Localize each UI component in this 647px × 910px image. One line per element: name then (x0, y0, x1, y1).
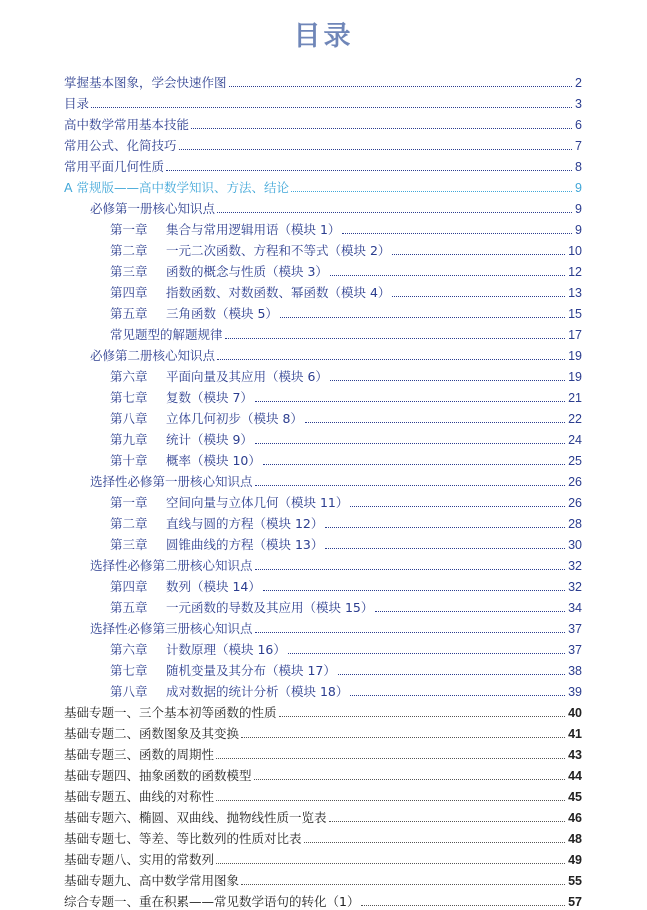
toc-entry[interactable] (110, 430, 582, 448)
chapter-number: 第四章 (110, 579, 148, 594)
toc-entry[interactable] (110, 451, 582, 469)
toc-entry[interactable] (90, 346, 582, 364)
dot-leader (350, 506, 565, 507)
toc-entry[interactable] (110, 367, 582, 385)
dot-leader (217, 212, 572, 213)
chapter-title: 复数（模块 7） (166, 390, 253, 405)
toc-entry[interactable] (110, 283, 582, 301)
toc-entry[interactable] (110, 640, 582, 658)
toc-entry-label (110, 516, 323, 532)
dot-leader (255, 569, 566, 570)
chapter-title: 空间向量与立体几何（模块 11） (166, 495, 349, 510)
toc-entry-label: 常用平面几何性质 (64, 159, 165, 174)
toc-entry-label: A 常规版——高中数学知识、方法、结论 (64, 180, 290, 195)
toc-entry[interactable] (110, 325, 582, 343)
toc-entry-page: 8 (575, 160, 582, 174)
chapter-title: 统计（模块 9） (166, 432, 253, 447)
toc-entry-label: 必修第二册核心知识点 (90, 348, 216, 363)
toc-entry-page: 15 (568, 307, 582, 321)
toc-entry-label (110, 642, 286, 658)
dot-leader (392, 296, 565, 297)
dot-leader (325, 548, 565, 549)
toc-entry-label (110, 264, 328, 280)
dot-leader (166, 170, 572, 171)
toc-entry-label: 选择性必修第二册核心知识点 (90, 558, 253, 573)
toc-entry-page: 39 (568, 685, 582, 699)
dot-leader (191, 128, 572, 129)
toc-entry-page: 34 (568, 601, 582, 615)
dot-leader (291, 191, 572, 192)
dot-leader (304, 842, 566, 843)
chapter-number: 第三章 (110, 537, 148, 552)
toc-entry-page: 24 (568, 433, 582, 447)
toc-entry-page: 55 (568, 874, 582, 888)
toc-entry-label (110, 684, 348, 700)
toc-entry[interactable] (64, 892, 582, 910)
chapter-title: 平面向量及其应用（模块 6） (166, 369, 328, 384)
toc-entry-label (110, 579, 261, 595)
toc-entry[interactable] (64, 115, 582, 133)
chapter-title: 三角函数（模块 5） (166, 306, 278, 321)
dot-leader (217, 359, 565, 360)
toc-entry[interactable] (110, 661, 582, 679)
toc-entry[interactable] (64, 73, 582, 91)
chapter-title: 函数的概念与性质（模块 3） (166, 264, 328, 279)
chapter-number: 第八章 (110, 411, 148, 426)
chapter-number: 第六章 (110, 369, 148, 384)
dot-leader (229, 86, 573, 87)
toc-entry-page: 37 (568, 622, 582, 636)
dot-leader (263, 590, 565, 591)
toc-entry-label (110, 495, 348, 511)
chapter-number: 第六章 (110, 642, 148, 657)
toc-entry-page: 19 (568, 349, 582, 363)
toc-entry-label: 基础专题三、函数的周期性 (64, 747, 215, 762)
dot-leader (255, 443, 565, 444)
toc-entry-page: 3 (575, 97, 582, 111)
toc-entry-page: 48 (568, 832, 582, 846)
toc-entry-label: 掌握基本图象，学会快速作图 (64, 75, 227, 90)
toc-entry[interactable] (64, 94, 582, 112)
toc-entry[interactable] (90, 472, 582, 490)
toc-entry-label: 高中数学常用基本技能 (64, 117, 190, 132)
toc-entry-page: 32 (568, 580, 582, 594)
chapter-number: 第五章 (110, 600, 148, 615)
chapter-title: 直线与圆的方程（模块 12） (166, 516, 324, 531)
dot-leader (280, 317, 565, 318)
toc-entry-label (110, 222, 340, 238)
dot-leader (179, 149, 573, 150)
chapter-number: 第七章 (110, 663, 148, 678)
dot-leader (254, 779, 566, 780)
dot-leader (392, 254, 565, 255)
toc-entry-label: 必修第一册核心知识点 (90, 201, 216, 216)
toc-entry-label (110, 453, 261, 469)
toc-entry[interactable] (64, 850, 582, 868)
toc-entry[interactable] (64, 745, 582, 763)
toc-entry[interactable] (64, 871, 582, 889)
toc-entry-page: 9 (575, 223, 582, 237)
chapter-title: 指数函数、对数函数、幂函数（模块 4） (166, 285, 391, 300)
toc-entry-label: 选择性必修第三册核心知识点 (90, 621, 253, 636)
toc-entry-label (110, 411, 303, 427)
dot-leader (255, 485, 566, 486)
chapter-number: 第三章 (110, 264, 148, 279)
toc-entry-label (110, 243, 390, 259)
toc-entry[interactable] (64, 808, 582, 826)
dot-leader (241, 884, 565, 885)
toc-entry-label: 基础专题五、曲线的对称性 (64, 789, 215, 804)
dot-leader (255, 632, 566, 633)
toc-entry-page: 40 (568, 706, 582, 720)
dot-leader (216, 758, 565, 759)
toc-entry-label: 基础专题四、抽象函数的函数模型 (64, 768, 252, 783)
chapter-number: 第五章 (110, 306, 148, 321)
toc-entry[interactable] (90, 556, 582, 574)
toc-entry[interactable] (110, 598, 582, 616)
toc-entry-page: 45 (568, 790, 582, 804)
toc-entry-page: 9 (575, 181, 582, 195)
chapter-number: 第八章 (110, 684, 148, 699)
dot-leader (350, 695, 565, 696)
toc-entry[interactable] (90, 199, 582, 217)
toc-entry-label: 基础专题二、函数图象及其变换 (64, 726, 240, 741)
dot-leader (361, 905, 565, 906)
toc-entry-page: 43 (568, 748, 582, 762)
toc-entry[interactable] (64, 766, 582, 784)
toc-entry-label: 综合专题一、重在积累——常见数学语句的转化（1） (64, 894, 360, 909)
chapter-number: 第一章 (110, 222, 148, 237)
chapter-title: 数列（模块 14） (166, 579, 261, 594)
dot-leader (288, 653, 565, 654)
toc-entry-page: 46 (568, 811, 582, 825)
dot-leader (375, 611, 565, 612)
dot-leader (279, 716, 566, 717)
dot-leader (225, 338, 566, 339)
dot-leader (91, 107, 572, 108)
chapter-title: 概率（模块 10） (166, 453, 261, 468)
toc-entry-page: 21 (568, 391, 582, 405)
chapter-number: 第四章 (110, 285, 148, 300)
dot-leader (330, 275, 565, 276)
toc-entry-label: 目录 (64, 96, 90, 111)
toc-entry-label: 常见题型的解题规律 (110, 327, 223, 342)
toc-entry-label: 基础专题七、等差、等比数列的性质对比表 (64, 831, 302, 846)
dot-leader (329, 821, 566, 822)
toc-entry-page: 6 (575, 118, 582, 132)
toc-entry-page: 26 (568, 475, 582, 489)
toc-entry[interactable] (110, 535, 582, 553)
toc-entry[interactable] (64, 724, 582, 742)
dot-leader (330, 380, 565, 381)
dot-leader (325, 527, 565, 528)
dot-leader (305, 422, 565, 423)
toc-entry[interactable] (64, 703, 582, 721)
chapter-title: 圆锥曲线的方程（模块 13） (166, 537, 324, 552)
toc-entry[interactable] (64, 136, 582, 154)
toc-entry-label (110, 390, 253, 406)
chapter-number: 第七章 (110, 390, 148, 405)
toc-entry-page: 10 (568, 244, 582, 258)
toc-entry-page: 32 (568, 559, 582, 573)
toc-entry-page: 19 (568, 370, 582, 384)
toc-entry[interactable] (110, 262, 582, 280)
toc-entry-page: 17 (568, 328, 582, 342)
toc-entry-label: 基础专题九、高中数学常用图象 (64, 873, 240, 888)
toc-entry-label (110, 285, 390, 301)
toc-entry[interactable] (90, 619, 582, 637)
toc-entry-page: 30 (568, 538, 582, 552)
toc-entry[interactable] (110, 409, 582, 427)
toc-entry-label: 基础专题八、实用的常数列 (64, 852, 215, 867)
toc-entry-label (110, 663, 336, 679)
toc-entry[interactable] (110, 388, 582, 406)
chapter-number: 第十章 (110, 453, 148, 468)
toc-entry-page: 13 (568, 286, 582, 300)
dot-leader (342, 233, 572, 234)
toc-entry-page: 25 (568, 454, 582, 468)
chapter-title: 计数原理（模块 16） (166, 642, 286, 657)
chapter-number: 第二章 (110, 516, 148, 531)
toc-entry[interactable] (64, 787, 582, 805)
dot-leader (241, 737, 565, 738)
chapter-title: 集合与常用逻辑用语（模块 1） (166, 222, 341, 237)
toc-entry-section-a[interactable] (64, 178, 582, 196)
chapter-title: 一元函数的导数及其应用（模块 15） (166, 600, 374, 615)
dot-leader (216, 863, 565, 864)
toc-entry[interactable] (110, 682, 582, 700)
toc-entry[interactable] (64, 157, 582, 175)
toc-entry-label: 选择性必修第一册核心知识点 (90, 474, 253, 489)
toc-entry[interactable] (110, 493, 582, 511)
chapter-number: 第二章 (110, 243, 148, 258)
toc-entry[interactable] (110, 514, 582, 532)
toc-entry-label: 基础专题一、三个基本初等函数的性质 (64, 705, 277, 720)
toc-entry[interactable] (110, 220, 582, 238)
chapter-title: 成对数据的统计分析（模块 18） (166, 684, 349, 699)
toc-entry-page: 38 (568, 664, 582, 678)
toc-entry-page: 2 (575, 76, 582, 90)
toc-entry-page: 26 (568, 496, 582, 510)
toc-entry-label: 常用公式、化简技巧 (64, 138, 177, 153)
toc-entry-page: 9 (575, 202, 582, 216)
toc-entry[interactable] (64, 829, 582, 847)
toc-entry-page: 37 (568, 643, 582, 657)
dot-leader (255, 401, 565, 402)
chapter-number: 第一章 (110, 495, 148, 510)
dot-leader (263, 464, 565, 465)
toc-entry[interactable] (110, 241, 582, 259)
toc-entry-page: 41 (568, 727, 582, 741)
toc-entry-label (110, 306, 278, 322)
toc-entry[interactable] (110, 577, 582, 595)
toc-entry-label (110, 600, 373, 616)
page-title: 目录 (293, 21, 354, 52)
toc-entry-page: 28 (568, 517, 582, 531)
toc-entry-label (110, 432, 253, 448)
chapter-title: 随机变量及其分布（模块 17） (166, 663, 336, 678)
dot-leader (338, 674, 565, 675)
toc-entry-page: 57 (568, 895, 582, 909)
toc-entry-label: 基础专题六、椭圆、双曲线、抛物线性质一览表 (64, 810, 327, 825)
toc-entry-page: 22 (568, 412, 582, 426)
toc-entry-label (110, 537, 323, 553)
chapter-title: 一元二次函数、方程和不等式（模块 2） (166, 243, 391, 258)
toc-entry-page: 12 (568, 265, 582, 279)
toc-entry[interactable] (110, 304, 582, 322)
chapter-number: 第九章 (110, 432, 148, 447)
toc-entry-page: 7 (575, 139, 582, 153)
dot-leader (216, 800, 565, 801)
chapter-title: 立体几何初步（模块 8） (166, 411, 303, 426)
toc-entry-page: 44 (568, 769, 582, 783)
toc-entry-page: 49 (568, 853, 582, 867)
toc-entry-label (110, 369, 328, 385)
